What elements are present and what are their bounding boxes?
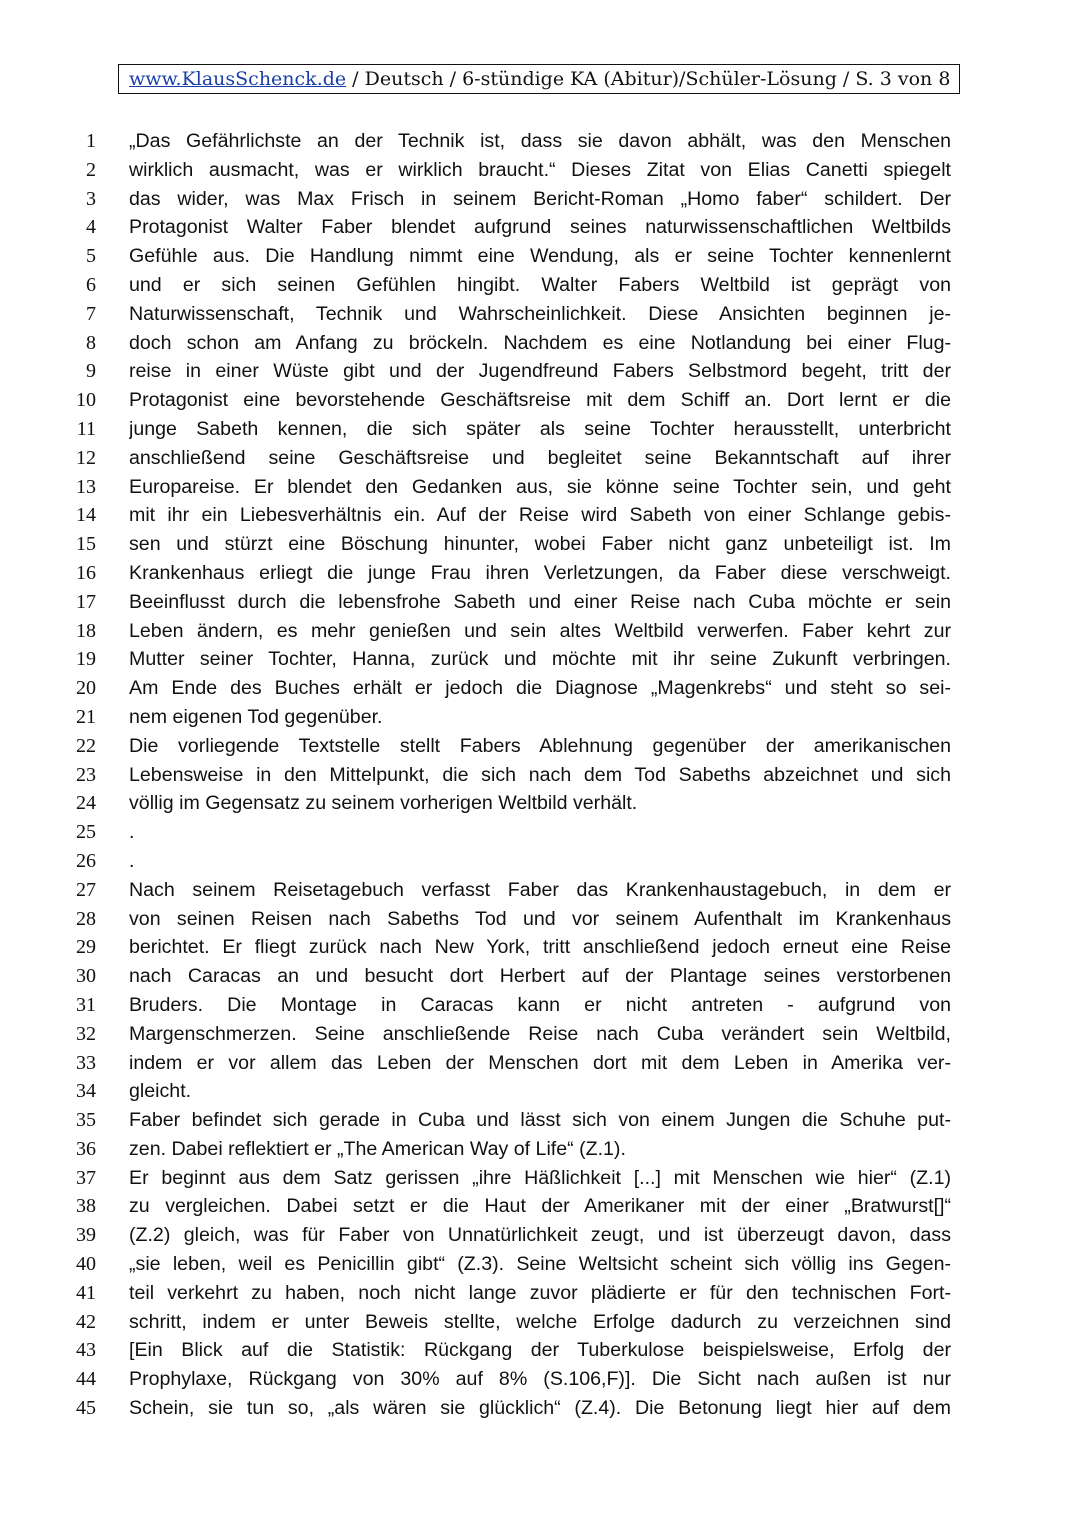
line-text: Bruders. Die Montage in Caracas kann er nicht antreten - aufgrund von [129,993,951,1016]
line-number: 21 [76,705,96,728]
line-number: 22 [76,734,96,757]
line-text: und er sich seinen Gefühlen hingibt. Walter Fabers Weltbild ist geprägt von [129,273,951,296]
text-line [0,444,1080,473]
line-text: Nach seinem Reisetagebuch verfasst Faber das Krankenhaustagebuch, in dem er [129,878,951,901]
text-line [0,818,1080,847]
text-line [0,876,1080,905]
text-line [0,703,1080,732]
text-line [0,847,1080,876]
line-text: wirklich ausmacht, was er wirklich braucht.“ Dieses Zitat von Elias Canetti spiegelt [129,158,951,181]
line-text: Margenschmerzen. Seine anschließende Reise nach Cuba verändert sein Weltbild, [129,1022,951,1045]
line-number: 16 [76,561,96,584]
line-text: Beeinflusst durch die lebensfrohe Sabeth und einer Reise nach Cuba möchte er sein [129,590,951,613]
line-number: 35 [76,1109,96,1132]
line-text: Krankenhaus erliegt die junge Frau ihren Verletzungen, da Faber diese verschweigt. [129,561,951,584]
text-line [0,674,1080,703]
line-number: 33 [76,1051,96,1074]
text-line [0,1308,1080,1337]
text-line [0,1049,1080,1078]
text-line [0,991,1080,1020]
text-line [0,1336,1080,1365]
line-number: 32 [76,1022,96,1045]
line-number: 44 [76,1368,96,1391]
line-number: 43 [76,1339,96,1362]
line-number: 14 [76,504,96,527]
text-line [0,789,1080,818]
line-number: 40 [76,1253,96,1276]
text-line [0,1020,1080,1049]
line-number: 17 [76,590,96,613]
line-text: Protagonist Walter Faber blendet aufgrund seines naturwissenschaftlichen Weltbilds [129,216,951,239]
line-text: sen und stürzt eine Böschung hinunter, wobei Faber nicht ganz unbeteiligt ist. Im [129,533,951,556]
text-line [0,1394,1080,1423]
line-text: Am Ende des Buches erhält er jedoch die Diagnose „Magenkrebs“ und steht so sei- [129,677,951,700]
line-number: 5 [86,245,96,268]
line-number: 30 [76,965,96,988]
line-number: 4 [86,216,96,239]
line-number: 31 [76,993,96,1016]
line-text: völlig im Gegensatz zu seinem vorherigen Weltbild verhält. [129,792,638,815]
page-header [118,64,960,94]
text-line [0,156,1080,185]
text-line [0,271,1080,300]
line-text: Protagonist eine bevorstehende Geschäftsreise mit dem Schiff an. Dort lernt er die [129,389,951,412]
line-text: Naturwissenschaft, Technik und Wahrscheinlichkeit. Diese Ansichten beginnen je- [129,302,951,325]
text-line [0,1365,1080,1394]
line-text: Lebensweise in den Mittelpunkt, die sich nach dem Tod Sabeths abzeichnet und sich [129,763,951,786]
line-number: 37 [76,1166,96,1189]
text-line [0,329,1080,358]
line-text: doch schon am Anfang zu bröckeln. Nachdem es eine Notlandung bei einer Flug- [129,331,951,354]
line-number: 38 [76,1195,96,1218]
line-number: 36 [76,1137,96,1160]
line-number: 18 [76,619,96,642]
line-text: Schein, sie tun so, „als wären sie glücklich“ (Z.4). Die Betonung liegt hier auf dem [129,1397,951,1420]
line-text: „Das Gefährlichste an der Technik ist, dass sie davon abhält, was den Menschen [129,130,951,152]
text-line [0,732,1080,761]
text-line [0,1135,1080,1164]
text-line [0,300,1080,329]
text-line [0,242,1080,271]
line-text: (Z.2) gleich, was für Faber von Unnatürlichkeit zeugt, und ist überzeugt davon, dass [129,1224,951,1247]
line-number: 9 [86,360,96,383]
line-text: anschließend seine Geschäftsreise und begleitet seine Bekanntschaft auf ihrer [129,446,951,469]
text-line [0,185,1080,214]
text-line [0,213,1080,242]
line-number: 42 [76,1310,96,1333]
line-text: nach Caracas an und besucht dort Herbert auf der Plantage seines verstorbenen [129,965,951,988]
line-number: 8 [86,331,96,354]
line-number: 25 [76,821,96,844]
line-number: 3 [86,187,96,210]
text-line [0,761,1080,790]
line-number: 20 [76,677,96,700]
line-text: das wider, was Max Frisch in seinem Bericht-Roman „Homo faber“ schildert. Der [129,187,951,210]
line-number: 28 [76,907,96,930]
line-number: 23 [76,763,96,786]
line-number: 11 [76,417,96,440]
line-text: reise in einer Wüste gibt und der Jugendfreund Fabers Selbstmord begeht, tritt der [129,360,951,383]
text-line [0,1192,1080,1221]
text-line [0,905,1080,934]
text-line [0,386,1080,415]
line-text: Faber befindet sich gerade in Cuba und lässt sich von einem Jungen die Schuhe put- [129,1109,951,1132]
line-number: 24 [76,792,96,815]
line-number: 29 [76,936,96,959]
text-line [0,588,1080,617]
line-number: 45 [76,1397,96,1420]
line-text: junge Sabeth kennen, die sich später als seine Tochter herausstellt, unterbricht [129,417,951,440]
text-line [0,1077,1080,1106]
line-text: [Ein Blick auf die Statistik: Rückgang der Tuberkulose beispielsweise, Erfolg der [129,1339,951,1362]
line-text: gleicht. [129,1080,192,1103]
line-text: Mutter seiner Tochter, Hanna, zurück und möchte mit ihr seine Zukunft verbringen. [129,648,951,671]
line-number: 10 [76,389,96,412]
text-line [0,357,1080,386]
text-line [0,962,1080,991]
line-number: 6 [86,273,96,296]
text-line [0,530,1080,559]
line-number: 41 [76,1281,96,1304]
header-website-link[interactable]: www.KlausSchenck.de [129,68,347,90]
line-text: schritt, indem er unter Beweis stellte, welche Erfolge dadurch zu verzeichnen sind [129,1310,951,1333]
line-number: 2 [86,158,96,181]
line-number: 12 [76,446,96,469]
header-course-info: / Deutsch / 6-stündige KA (Abitur)/Schüler-Lösung / S. 3 von 8 [346,68,951,90]
line-text: Prophylaxe, Rückgang von 30% auf 8% (S.106,F)]. Die Sicht nach außen ist nur [129,1368,951,1391]
text-line [0,415,1080,444]
line-number: 13 [76,475,96,498]
line-number: 19 [76,648,96,671]
line-text: Leben ändern, es mehr genießen und sein altes Weltbild verwerfen. Faber kehrt zur [129,619,951,642]
essay-body [0,127,1080,1423]
line-number: 27 [76,878,96,901]
line-number: 26 [76,849,96,872]
line-number: 7 [86,302,96,325]
text-line [0,1279,1080,1308]
line-text: Gefühle aus. Die Handlung nimmt eine Wendung, als er seine Tochter kennenlernt [129,245,951,268]
line-text: mit ihr ein Liebesverhältnis ein. Auf der Reise wird Sabeth von einer Schlange gebis- [129,504,951,527]
line-text: teil verkehrt zu haben, noch nicht lange zuvor plädierte er für den technischen Fort- [129,1281,951,1304]
text-line [0,127,1080,156]
text-line [0,1250,1080,1279]
text-line [0,501,1080,530]
text-line [0,559,1080,588]
line-text: zu vergleichen. Dabei setzt er die Haut der Amerikaner mit der einer „Bratwurst[]“ [129,1195,951,1218]
line-text: von seinen Reisen nach Sabeths Tod und vor seinem Aufenthalt im Krankenhaus [129,907,951,930]
line-text: Er beginnt aus dem Satz gerissen „ihre Häßlichkeit [...] mit Menschen wie hier“ (Z.1) [129,1166,951,1189]
line-number: 34 [76,1080,96,1103]
line-text: . [129,821,135,844]
line-text: indem er vor allem das Leben der Menschen dort mit dem Leben in Amerika ver- [129,1051,951,1074]
line-text: Europareise. Er blendet den Gedanken aus, sie könne seine Tochter sein, und geht [129,475,951,498]
line-text: zen. Dabei reflektiert er „The American Way of Life“ (Z.1). [129,1137,626,1160]
text-line [0,617,1080,646]
text-line [0,645,1080,674]
line-text: „sie leben, weil es Penicillin gibt“ (Z.3). Seine Weltsicht scheint sich völlig ins Gegen- [129,1253,951,1276]
text-line [0,1221,1080,1250]
line-text: nem eigenen Tod gegenüber. [129,705,383,728]
line-text: Die vorliegende Textstelle stellt Fabers Ablehnung gegenüber der amerikanischen [129,734,951,757]
line-number: 1 [86,130,96,152]
line-text: . [129,849,135,872]
line-number: 15 [76,533,96,556]
text-line [0,1164,1080,1193]
text-line [0,1106,1080,1135]
line-number: 39 [76,1224,96,1247]
text-line [0,933,1080,962]
line-text: berichtet. Er fliegt zurück nach New York, tritt anschließend jedoch erneut eine Reise [129,936,951,959]
text-line [0,473,1080,502]
